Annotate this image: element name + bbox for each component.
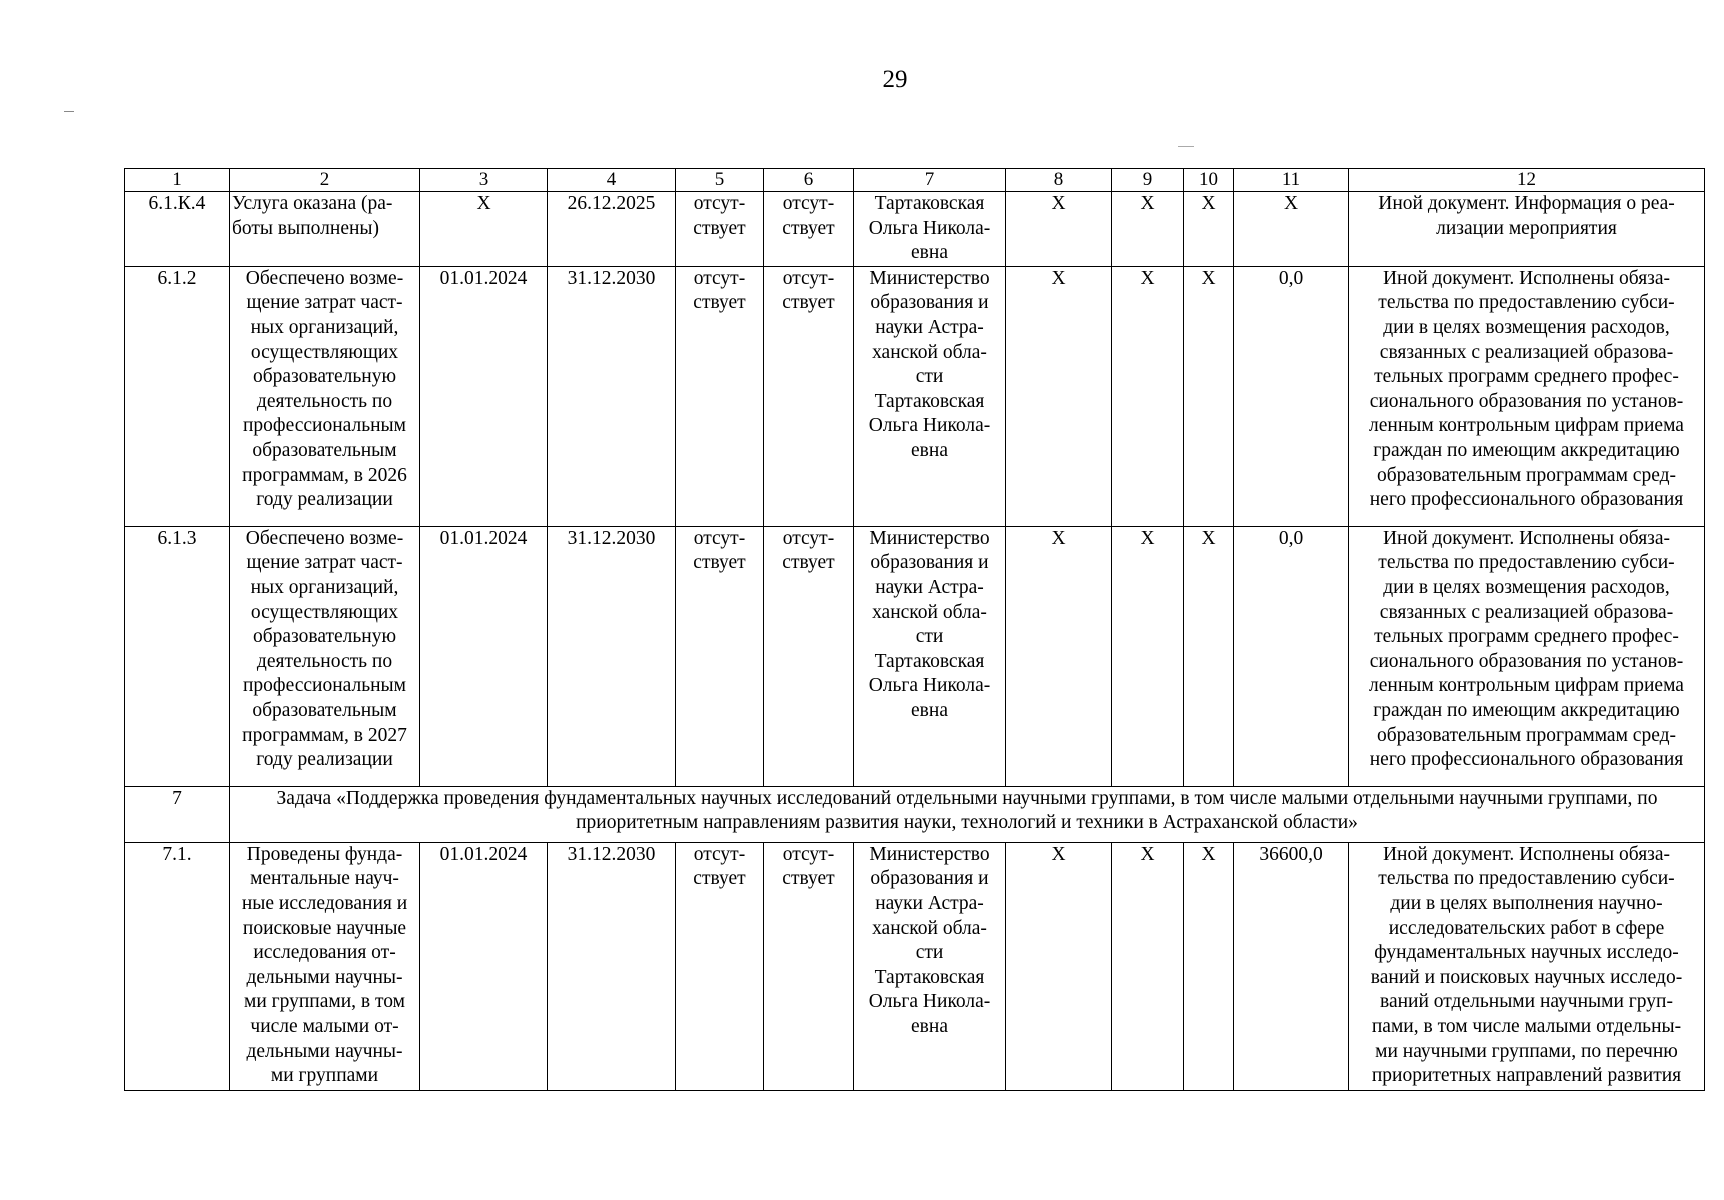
row-col6: отсут- ствует [764,842,854,1090]
row-col6: отсут- ствует [764,192,854,267]
row-col11: 0,0 [1234,266,1349,526]
row-id: 7.1. [125,842,230,1090]
row-col11: 36600,0 [1234,842,1349,1090]
row-start-date: 01.01.2024 [420,526,548,786]
row-col5: отсут- ствует [676,266,764,526]
measures-table [124,168,1705,1091]
row-col5: отсут- ствует [676,526,764,786]
row-end-date: 31.12.2030 [548,526,676,786]
row-id: 6.1.К.4 [125,192,230,267]
task-text: Задача «Поддержка проведения фундаментальных научных исследований отдельными научными группами, в том числе малыми отдельными научными группами, по приоритетным направлениям развития науки, технологий и техники в Астраханской области» [230,786,1705,842]
row-name: Услуга оказана (ра- боты выполнены) [230,192,420,267]
row-name: Проведены фунда- ментальные науч- ные исследования и поисковые научные исследования от- дельными научны- ми группами, в том числе малыми от- дельными научны- ми группами [230,842,420,1090]
table-row [125,192,1705,267]
row-end-date: 31.12.2030 [548,266,676,526]
header-cell: 1 [125,169,230,192]
table-row [125,526,1705,786]
row-responsible: Министерство образования и науки Астра- ханской обла- сти Тартаковская Ольга Никола- евна [854,526,1006,786]
row-col10: X [1184,266,1234,526]
row-col10: X [1184,842,1234,1090]
row-id: 6.1.3 [125,526,230,786]
header-row [125,169,1705,192]
header-cell: 11 [1234,169,1349,192]
header-cell: 12 [1349,169,1705,192]
row-col6: отсут- ствует [764,266,854,526]
row-col11: X [1234,192,1349,267]
row-col11: 0,0 [1234,526,1349,786]
row-document: Иной документ. Исполнены обяза- тельства по предоставлению субси- дии в целях возмещения расходов, связанных с реализацией образова- тельных программ среднего профес- сионального образования по установ- ленным контрольным цифрам приема граждан по имеющим аккредитацию образовательным программам сред- него профессионального образования [1349,266,1705,526]
row-col9: X [1112,192,1184,267]
row-end-date: 26.12.2025 [548,192,676,267]
page-number: 29 [882,66,908,93]
header-cell: 6 [764,169,854,192]
row-responsible: Тартаковская Ольга Никола- евна [854,192,1006,267]
row-col8: X [1006,192,1112,267]
row-col5: отсут- ствует [676,842,764,1090]
row-col10: X [1184,526,1234,786]
header-cell: 5 [676,169,764,192]
row-name: Обеспечено возме- щение затрат част- ных организаций, осуществляющих образовательную деятельность по профессиональным образовательным программам, в 2026 году реализации [230,266,420,526]
row-document: Иной документ. Информация о реа- лизации мероприятия [1349,192,1705,267]
task-row [125,786,1705,842]
header-cell: 7 [854,169,1006,192]
row-responsible: Министерство образования и науки Астра- ханской обла- сти Тартаковская Ольга Никола- евна [854,266,1006,526]
scan-artifact [1178,146,1194,147]
row-col9: X [1112,526,1184,786]
row-end-date: 31.12.2030 [548,842,676,1090]
row-col8: X [1006,266,1112,526]
row-col10: X [1184,192,1234,267]
header-cell: 4 [548,169,676,192]
header-cell: 3 [420,169,548,192]
table-row [125,266,1705,526]
header-cell: 10 [1184,169,1234,192]
row-id: 6.1.2 [125,266,230,526]
row-start-date: 01.01.2024 [420,842,548,1090]
row-responsible: Министерство образования и науки Астра- ханской обла- сти Тартаковская Ольга Никола- евна [854,842,1006,1090]
header-cell: 2 [230,169,420,192]
row-col9: X [1112,842,1184,1090]
row-document: Иной документ. Исполнены обяза- тельства по предоставлению субси- дии в целях выполнения научно- исследовательских работ в сфере фундаментальных научных исследо- ваний и поисковых научных исследо- ваний отдельными научными груп- пами, в том числе малыми отдельны- ми научными группами, по перечню приоритетных направлений развития [1349,842,1705,1090]
scan-artifact [64,111,74,112]
row-start-date: 01.01.2024 [420,266,548,526]
row-start-date: X [420,192,548,267]
row-name: Обеспечено возме- щение затрат част- ных организаций, осуществляющих образовательную деятельность по профессиональным образовательным программам, в 2027 году реализации [230,526,420,786]
header-cell: 8 [1006,169,1112,192]
row-col8: X [1006,526,1112,786]
row-col5: отсут- ствует [676,192,764,267]
row-col9: X [1112,266,1184,526]
table-row [125,842,1705,1090]
task-id: 7 [125,786,230,842]
row-col8: X [1006,842,1112,1090]
row-document: Иной документ. Исполнены обяза- тельства по предоставлению субси- дии в целях возмещения расходов, связанных с реализацией образова- тельных программ среднего профес- сионального образования по установ- ленным контрольным цифрам приема граждан по имеющим аккредитацию образовательным программам сред- него профессионального образования [1349,526,1705,786]
row-col6: отсут- ствует [764,526,854,786]
header-cell: 9 [1112,169,1184,192]
